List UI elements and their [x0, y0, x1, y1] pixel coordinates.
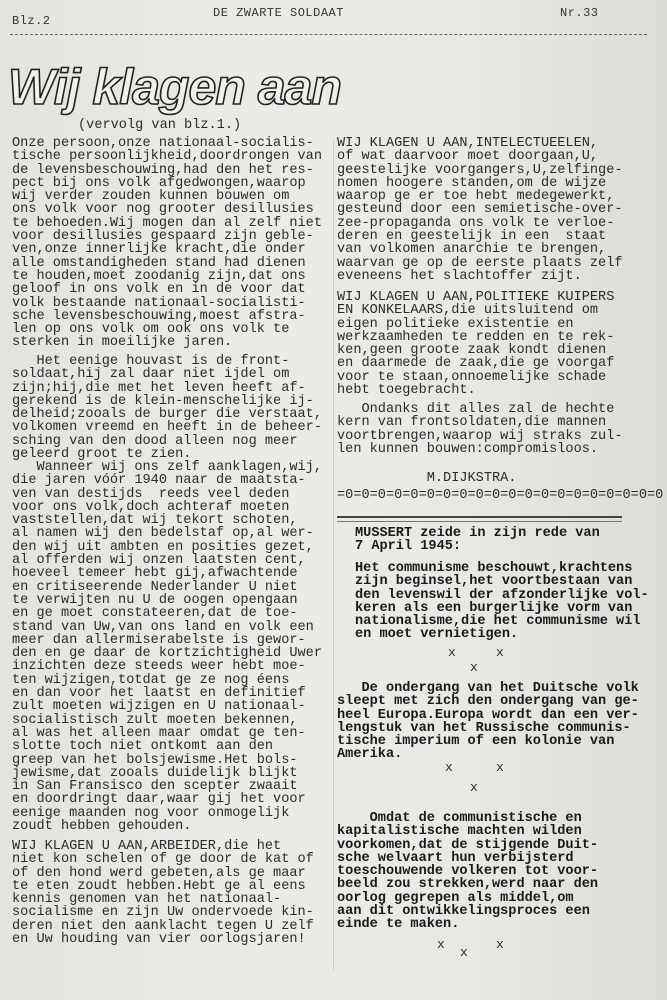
- text-line: sche levensbeschouwing,moest afstra-: [12, 308, 306, 324]
- text-line: alle omstandigheden stand had dienen: [12, 255, 306, 271]
- text-line: voortbrengen,waarop wij straks zul-: [337, 428, 623, 444]
- text-line: aan dit ontwikkelingsproces een: [337, 904, 590, 920]
- section-separator-mark: x: [460, 945, 468, 960]
- text-line: al was het alleen maar omdat ge ten-: [12, 725, 306, 741]
- text-line: eveneens het slachtoffer zijt.: [337, 268, 582, 284]
- text-line: eenige maanden nog voor onmogelijk: [12, 805, 290, 821]
- text-line: te houden,moet zoodanig zijn,dat ons: [12, 268, 306, 284]
- right-paragraph-3: [337, 403, 623, 456]
- text-line: stand van Uw,van ons land en volk een: [12, 619, 314, 635]
- issue-number: Nr.33: [560, 6, 599, 20]
- text-line: niet kon schelen of ge door de kat of: [12, 852, 314, 868]
- text-line: volk bestaande nationaal-socialisti-: [12, 295, 306, 311]
- text-line: zijn;hij,die met het leven heeft af-: [12, 380, 306, 396]
- text-line: kennis genomen van het nationaal-: [12, 892, 282, 908]
- text-line: tische persoonlijkheid,doordrongen van: [12, 149, 322, 165]
- page-number: Blz.2: [12, 14, 51, 28]
- text-line: keren als een burgerlijke vorm van: [355, 600, 633, 616]
- left-paragraph-4: [12, 840, 314, 946]
- text-line: voor ons volk,doch achteraf moeten: [12, 499, 290, 515]
- text-line: MUSSERT zeide in zijn rede van: [355, 526, 600, 541]
- text-line: Amerika.: [337, 747, 403, 763]
- right-paragraph-8: [337, 682, 639, 762]
- header-rule: [10, 34, 647, 35]
- text-line: de levensbeschouwing,had den het res-: [12, 162, 314, 178]
- text-line: al offerden wij onzen laatsten cent,: [12, 553, 306, 569]
- text-line: oorlog gegrepen als middel,om: [337, 890, 574, 906]
- text-line: 7 April 1945:: [355, 539, 462, 555]
- right-paragraph-5: [337, 489, 663, 502]
- text-line: zijn beginsel,het voortbestaan van: [355, 574, 633, 590]
- section-separator-mark: x: [496, 645, 504, 660]
- right-paragraph-2: [337, 291, 614, 397]
- text-line: lengstuk van het Russische communis-: [337, 720, 631, 736]
- double-rule: [337, 516, 622, 522]
- text-line: zoudt hebben gehouden.: [12, 819, 192, 835]
- text-line: nomen hoogere standen,om de wijze: [337, 175, 607, 191]
- text-line: ons volk voor nog grooter desillusies: [12, 202, 314, 218]
- left-paragraph-3: [12, 461, 322, 833]
- text-line: geleerd groot te zien.: [12, 447, 192, 463]
- text-line: in San Fransisco den scepter zwaait: [12, 779, 298, 795]
- right-paragraph-7: [355, 562, 649, 642]
- text-line: waarvan ge op de eerste plaats zelf: [337, 255, 623, 271]
- text-line: socialistisch zult moeten bekennen,: [12, 712, 298, 728]
- text-line: en moet vernietigen.: [355, 627, 519, 643]
- text-line: voorkomen,dat de stijgende Duit-: [337, 837, 599, 853]
- text-line: meer dan allermiserabelste is gewor-: [12, 632, 306, 648]
- text-line: delheid;zooals de burger die verstaat,: [12, 407, 322, 423]
- text-line: geloof in ons volk en in de voor dat: [12, 282, 306, 298]
- text-line: al namen wij den bedelstaf op,al wer-: [12, 526, 314, 542]
- text-line: len op ons volk om ook ons volk te: [12, 322, 290, 338]
- text-line: kapitalistische machten wilden: [337, 824, 582, 840]
- text-line: sleept met zich den ondergang van ge-: [337, 694, 639, 710]
- text-line: hoeveel temeer hebt gij,afwachtende: [12, 566, 298, 582]
- text-line: gesteund door een semietische-over-: [337, 202, 623, 218]
- text-line: gerekend is de klein-menschelijke ij-: [12, 393, 314, 409]
- text-line: voor te staan,onnoemelijke schade: [337, 369, 607, 385]
- text-line: en critiseerende Nederlander U niet: [12, 579, 298, 595]
- text-line: geestelijke voorgangers,U,zelfinge-: [337, 162, 623, 178]
- text-line: zee-propaganda ons volk te verloe-: [337, 215, 615, 231]
- text-line: werkzaamheden te redden en te rek-: [337, 329, 615, 345]
- right-paragraph-4: [337, 472, 516, 485]
- text-line: zult moeten wijzigen en U nationaal-: [12, 699, 306, 715]
- text-line: len kunnen bouwen:compromisloos.: [337, 441, 599, 457]
- text-line: den en ge daar de kortzichtigheid Uwer: [12, 646, 322, 662]
- text-line: ven,onze innerlijke kracht,die onder: [12, 242, 306, 258]
- text-line: en dan voor het laatst en definitief: [12, 686, 306, 702]
- right-paragraph-9: [337, 812, 598, 932]
- text-line: waarop ge er toe hebt medegewerkt,: [337, 189, 615, 205]
- text-line: beeld zou strekken,werd naar den: [337, 877, 599, 893]
- text-line: en daarmede de zaak,die ge voorgaf: [337, 356, 615, 372]
- text-line: hebt toegebracht.: [337, 383, 476, 399]
- text-line: Omdat de communistische en: [337, 811, 582, 826]
- text-line: EN KONKELAARS,die uitsluitend om: [337, 303, 599, 319]
- text-line: sche welvaart hun verbijsterd: [337, 850, 574, 866]
- section-separator-mark: x: [437, 937, 445, 952]
- text-line: en doordringt daar,waar gij het voor: [12, 792, 306, 808]
- text-line: Onze persoon,onze nationaal-socialis-: [12, 136, 314, 151]
- text-line: deren en geestelijk in een staat: [337, 229, 607, 245]
- text-line: M.DIJKSTRA.: [337, 471, 517, 486]
- text-line: WIJ KLAGEN U AAN,ARBEIDER,die het: [12, 839, 282, 854]
- text-line: =0=0=0=0=0=0=0=0=0=0=0=0=0=0=0=0=0=0=0=0: [337, 488, 664, 503]
- continued-note: (vervolg van blz.1.): [78, 118, 242, 133]
- section-separator-mark: x: [470, 660, 478, 675]
- text-line: eigen politieke existentie en: [337, 316, 574, 332]
- text-line: De ondergang van het Duitsche volk: [337, 681, 639, 696]
- text-line: te eten zoudt hebben.Hebt ge al eens: [12, 878, 306, 894]
- text-line: te verwijten nu U de oogen opengaan: [12, 592, 298, 608]
- text-line: pect bij ons volk afgedwongen,waarop: [12, 175, 306, 191]
- section-separator-mark: x: [496, 937, 504, 952]
- text-line: ken,geen groote zaak kondt dienen: [337, 343, 607, 359]
- text-line: soldaat,hij zal daar niet ijdel om: [12, 367, 290, 383]
- text-line: WIJ KLAGEN U AAN,POLITIEKE KUIPERS: [337, 290, 615, 305]
- text-line: of wat daarvoor moet doorgaan,U,: [337, 149, 599, 165]
- text-line: sching van den dood alleen nog meer: [12, 433, 298, 449]
- text-line: ten wijzigen,totdat ge ze nog éens: [12, 672, 290, 688]
- column-divider: [333, 140, 334, 970]
- section-separator-mark: x: [445, 760, 453, 775]
- text-line: Ondanks dit alles zal de hechte: [337, 402, 615, 417]
- section-separator-mark: x: [448, 645, 456, 660]
- text-line: greep van het bolsjewisme.Het bols-: [12, 752, 298, 768]
- text-line: heel Europa.Europa wordt dan een ver-: [337, 707, 639, 723]
- text-line: van volkomen anarchie te brengen,: [337, 242, 607, 258]
- text-line: einde te maken.: [337, 917, 460, 933]
- text-line: slotte toch niet ontkomt aan den: [12, 739, 274, 755]
- right-paragraph-6: [355, 527, 600, 554]
- newspaper-name: DE ZWARTE SOLDAAT: [213, 6, 344, 20]
- article-title: Wij klagen aan: [8, 59, 341, 115]
- text-line: nationalisme,die het communisme wil: [355, 614, 641, 630]
- text-line: kern van frontsoldaten,die mannen: [337, 415, 607, 431]
- text-line: te behoeden.Wij mogen dan al zelf niet: [12, 215, 322, 231]
- text-line: sterken in moeilijke jaren.: [12, 335, 233, 351]
- text-line: inzichten deze steeds weer hebt moe-: [12, 659, 306, 675]
- text-line: jewisme,dat zooals duidelijk blijkt: [12, 765, 298, 781]
- text-line: wij verder zouden kunnen bouwen om: [12, 189, 290, 205]
- text-line: die jaren vóór 1940 naar de maatsta-: [12, 473, 306, 489]
- text-line: en ge moet constateeren,dat de toe-: [12, 606, 298, 622]
- text-line: Wanneer wij ons zelf aanklagen,wij,: [12, 460, 322, 475]
- text-line: tische imperium of een kolonie van: [337, 734, 615, 750]
- text-line: vaststellen,dat wij tekort schoten,: [12, 513, 298, 529]
- text-line: Het communisme beschouwt,krachtens: [355, 561, 633, 576]
- text-line: den wij uit ambten en posities gezet,: [12, 539, 314, 555]
- text-line: en Uw houding van vier oorlogsjaren!: [12, 932, 306, 948]
- text-line: voor desillusies gespaard zijn geble-: [12, 229, 314, 245]
- text-line: den levenswil der afzonderlijke vol-: [355, 587, 649, 603]
- left-paragraph-1: [12, 137, 322, 350]
- text-line: toeschouwende volkeren tot voor-: [337, 864, 599, 880]
- section-separator-mark: x: [496, 760, 504, 775]
- left-paragraph-2: [12, 355, 322, 461]
- text-line: volkomen vreemd en heeft in de beheer-: [12, 420, 322, 436]
- right-paragraph-1: [337, 137, 623, 283]
- text-line: WIJ KLAGEN U AAN,INTELECTUEELEN,: [337, 136, 599, 151]
- text-line: Het eenige houvast is de front-: [12, 354, 290, 369]
- text-line: of den hond werd gebeten,als ge maar: [12, 865, 306, 881]
- text-line: socialisme en zijn Uw ondervoede kin-: [12, 905, 314, 921]
- text-line: deren niet den aanklacht tegen U zelf: [12, 918, 314, 934]
- section-separator-mark: x: [470, 780, 478, 795]
- text-line: ven van destijds reeds veel deden: [12, 486, 290, 502]
